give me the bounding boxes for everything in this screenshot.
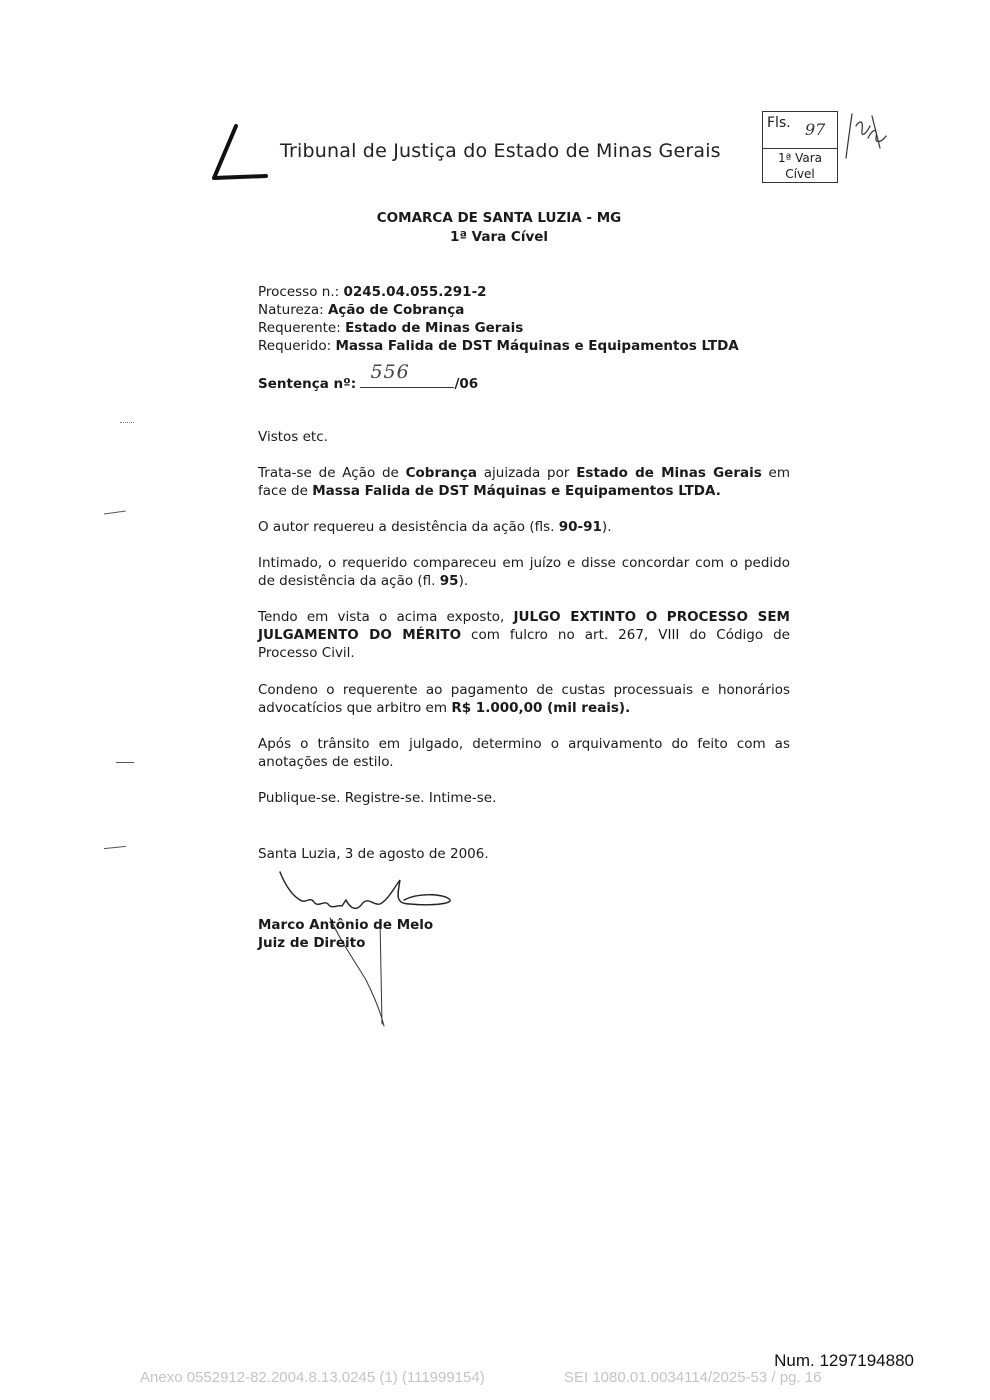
document-number: Num. 1297194880 — [774, 1351, 914, 1370]
p1-text-d: Estado de Minas Gerais — [576, 465, 762, 481]
fls-label: Fls. — [767, 115, 791, 131]
p4-text-c: com fulcro no art. 267, VIII do Código de Processo Civil. — [258, 627, 790, 661]
scan-mark — [120, 422, 134, 424]
paragraph-2 — [258, 518, 790, 536]
rubrica-signature-icon — [842, 108, 890, 166]
p3-text-a: Intimado, o requerido compareceu em juízo e disse concordar com o pedido de desistência da ação (fl. — [258, 555, 790, 589]
requerido-line — [258, 337, 790, 355]
tribunal-title: Tribunal de Justiça do Estado de Minas Gerais — [280, 140, 721, 162]
judge-name: Marco Antônio de Melo — [258, 917, 434, 933]
vara-title: 1ª Vara Cível — [449, 229, 549, 245]
requerente-line — [258, 319, 790, 337]
judge-role: Juiz de Direito — [258, 935, 366, 951]
requerido-label: Requerido: — [258, 338, 332, 354]
court-heading — [0, 209, 990, 247]
p1-text-e: em face de — [258, 465, 791, 499]
p1-text-a: Trata-se de Ação de — [258, 465, 406, 481]
p4-text-a: Tendo em vista o acima exposto, — [258, 609, 514, 625]
case-info — [258, 283, 790, 355]
p3-text-c: ). — [458, 573, 469, 589]
fls-stamp — [762, 111, 838, 183]
requerente-value: Estado de Minas Gerais — [345, 320, 524, 336]
scan-mark — [104, 846, 126, 850]
fls-divider — [763, 148, 837, 149]
fls-number: 97 — [805, 120, 826, 139]
processo-value: 0245.04.055.291-2 — [343, 284, 487, 300]
natureza-line — [258, 301, 790, 319]
fls-vara — [763, 150, 837, 182]
p1-text-c: ajuizada por — [476, 465, 577, 481]
p1-text-b: Cobrança — [405, 465, 477, 481]
p2-text-b: 90-91 — [558, 519, 602, 535]
p3-text-b: 95 — [439, 573, 459, 589]
p4-text-b: JULGO EXTINTO O PROCESSO SEM JULGAMENTO DO MÉRITO — [258, 609, 790, 643]
natureza-value: Ação de Cobrança — [327, 302, 465, 318]
paragraph-5 — [258, 681, 790, 717]
comarca-title: COMARCA DE SANTA LUZIA - MG — [376, 210, 622, 226]
requerente-label: Requerente: — [258, 320, 341, 336]
p1-text-f: Massa Falida de DST Máquinas e Equipamentos LTDA. — [312, 483, 721, 499]
p2-text-a: O autor requereu a desistência da ação (fls. — [258, 519, 559, 535]
fls-vara-line1: 1ª Vara — [777, 151, 823, 165]
paragraph-6: Após o trânsito em julgado, determino o arquivamento do feito com as anotações de estilo. — [258, 736, 790, 770]
natureza-label: Natureza: — [258, 302, 324, 318]
place-date: Santa Luzia, 3 de agosto de 2006. — [258, 846, 489, 862]
processo-label: Processo n.: — [258, 284, 340, 300]
sentenca-year: /06 — [454, 376, 479, 392]
paragraph-4 — [258, 608, 790, 662]
vistos-paragraph: Vistos etc. — [258, 429, 328, 445]
tribunal-logo-icon — [206, 124, 276, 186]
processo-line — [258, 283, 790, 301]
p5-text-b: R$ 1.000,00 (mil reais). — [451, 700, 631, 716]
sentenca-label: Sentença nº: — [258, 376, 357, 392]
sentenca-number: 556 — [370, 361, 410, 383]
fls-vara-line2: Cível — [785, 167, 815, 181]
scan-mark — [104, 510, 126, 515]
requerido-value: Massa Falida de DST Máquinas e Equipamentos LTDA — [335, 338, 739, 354]
p2-text-c: ). — [601, 519, 612, 535]
paragraph-7: Publique-se. Registre-se. Intime-se. — [258, 790, 497, 806]
paragraph-1 — [258, 464, 790, 500]
p5-text-a: Condeno o requerente ao pagamento de custas processuais e honorários advocatícios que arbitro em — [258, 682, 790, 716]
paragraph-3 — [258, 554, 790, 590]
scan-mark — [116, 762, 134, 764]
sei-reference: SEI 1080.01.0034114/2025-53 / pg. 16 — [564, 1369, 822, 1386]
sentenca-line — [258, 361, 790, 393]
anexo-reference: Anexo 0552912-82.2004.8.13.0245 (1) (111999154) — [140, 1369, 485, 1386]
sentenca-blank — [360, 361, 454, 388]
